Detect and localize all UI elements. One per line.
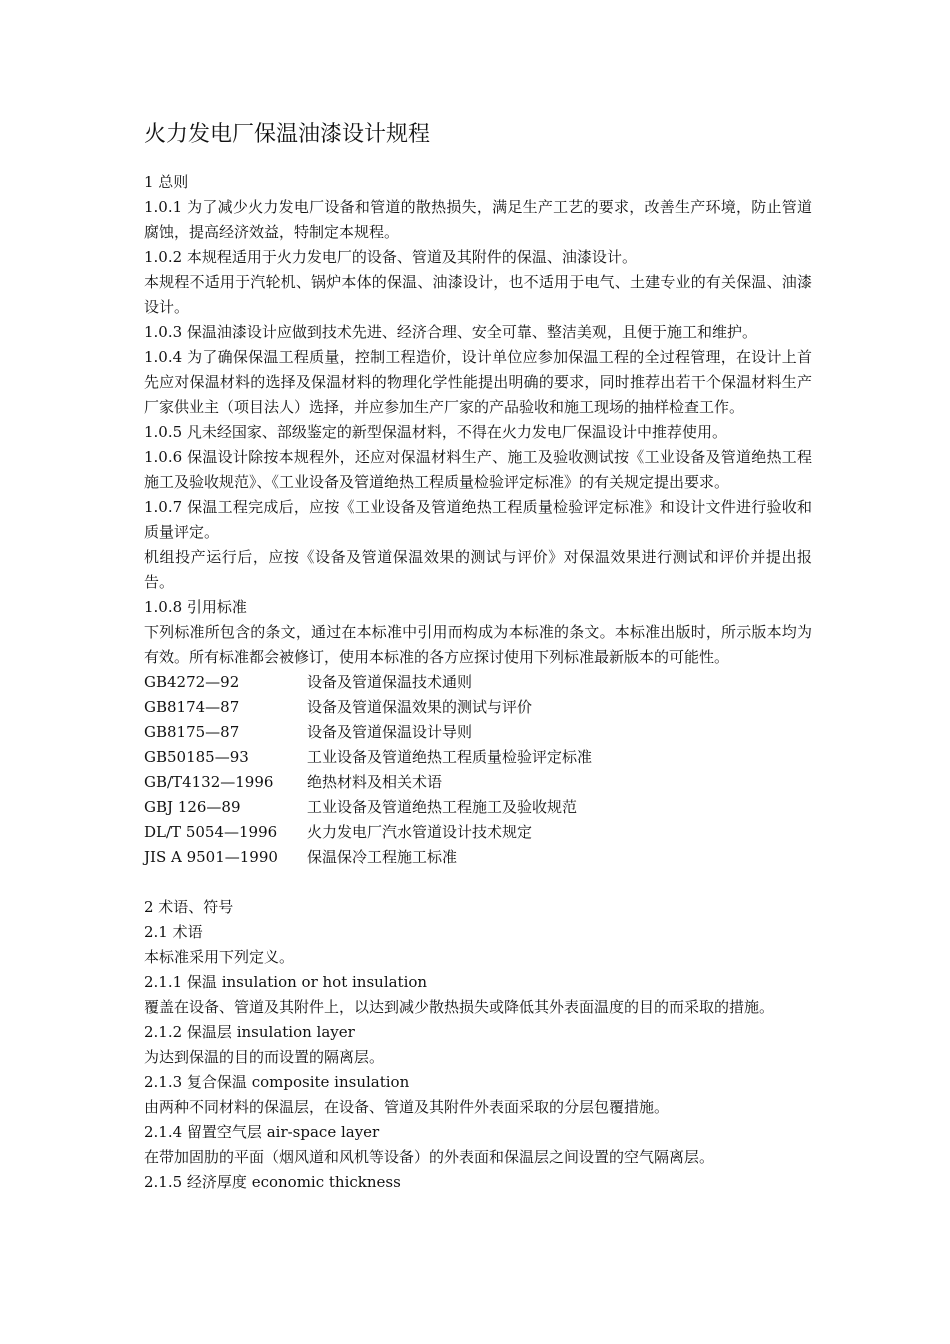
definition-2-1-2: 为达到保温的目的而设置的隔离层。	[144, 1048, 385, 1066]
clause-1-0-3: 1.0.3 保温油漆设计应做到技术先进、经济合理、安全可靠、整洁美观，且便于施工和维护。	[144, 323, 757, 341]
section-1-heading: 1 总则	[144, 173, 189, 191]
document-page	[144, 116, 812, 1195]
reference-code: GB50185—93	[144, 748, 249, 766]
reference-name: 设备及管道保温设计导则	[307, 723, 473, 741]
section-2	[144, 895, 812, 1195]
term-2-1-1: 2.1.1 保温 insulation or hot insulation	[144, 973, 428, 991]
reference-code: GB4272—92	[144, 673, 240, 691]
reference-code: DL/T 5054—1996	[144, 823, 278, 841]
reference-code: GB8174—87	[144, 698, 240, 716]
clause-1-0-1: 1.0.1 为了减少火力发电厂设备和管道的散热损失，满足生产工艺的要求，改善生产环境，防止管道腐蚀，提高经济效益，特制定本规程。	[144, 198, 812, 241]
reference-list	[144, 670, 812, 870]
definition-2-1-4: 在带加固肋的平面（烟风道和风机等设备）的外表面和保温层之间设置的空气隔离层。	[144, 1148, 715, 1166]
clause-1-0-2: 1.0.2 本规程适用于火力发电厂的设备、管道及其附件的保温、油漆设计。	[144, 248, 637, 266]
clause-1-0-6: 1.0.6 保温设计除按本规程外，还应对保温材料生产、施工及验收测试按《工业设备及管道绝热工程施工及验收规范》、《工业设备及管道绝热工程质量检验评定标准》的有关规定提出要求。	[144, 448, 812, 491]
clause-1-0-7-note: 机组投产运行后，应按《设备及管道保温效果的测试与评价》对保温效果进行测试和评价并提出报告。	[144, 548, 812, 591]
reference-item	[144, 745, 812, 770]
reference-item	[144, 845, 812, 870]
clause-1-0-4: 1.0.4 为了确保保温工程质量，控制工程造价，设计单位应参加保温工程的全过程管理，在设计上首先应对保温材料的选择及保温材料的物理化学性能提出明确的要求，同时推荐出若干个保温材料生产厂家供业主（项目法人）选择，并应参加生产厂家的产品验收和施工现场的抽样检查工作。	[144, 348, 812, 416]
clause-1-0-8: 1.0.8 引用标准	[144, 598, 247, 616]
document-title: 火力发电厂保温油漆设计规程	[144, 122, 431, 147]
clause-1-0-7: 1.0.7 保温工程完成后，应按《工业设备及管道绝热工程质量检验评定标准》和设计文件进行验收和质量评定。	[144, 498, 812, 541]
reference-code: GB/T4132—1996	[144, 773, 274, 791]
clause-1-0-8-text: 下列标准所包含的条文，通过在本标准中引用而构成为本标准的条文。本标准出版时，所示版本均为有效。所有标准都会被修订，使用本标准的各方应探讨使用下列标准最新版本的可能性。	[144, 623, 812, 666]
subsection-2-1-heading: 2.1 术语	[144, 923, 203, 941]
reference-name: 绝热材料及相关术语	[307, 773, 443, 791]
reference-code: JIS A 9501—1990	[144, 848, 278, 866]
reference-name: 火力发电厂汽水管道设计技术规定	[307, 823, 533, 841]
term-2-1-5: 2.1.5 经济厚度 economic thickness	[144, 1173, 401, 1191]
clause-1-0-5: 1.0.5 凡未经国家、部级鉴定的新型保温材料，不得在火力发电厂保温设计中推荐使用。	[144, 423, 727, 441]
reference-item	[144, 695, 812, 720]
reference-name: 设备及管道保温效果的测试与评价	[307, 698, 533, 716]
reference-name: 工业设备及管道绝热工程施工及验收规范	[307, 798, 578, 816]
term-2-1-2: 2.1.2 保温层 insulation layer	[144, 1023, 355, 1041]
definitions-intro: 本标准采用下列定义。	[144, 948, 295, 966]
reference-name: 保温保冷工程施工标准	[307, 848, 458, 866]
reference-name: 设备及管道保温技术通则	[307, 673, 473, 691]
reference-code: GB8175—87	[144, 723, 240, 741]
definition-2-1-1: 覆盖在设备、管道及其附件上，以达到减少散热损失或降低其外表面温度的目的而采取的措施。	[144, 998, 775, 1016]
reference-item	[144, 795, 812, 820]
reference-item	[144, 820, 812, 845]
clause-1-0-2-note: 本规程不适用于汽轮机、锅炉本体的保温、油漆设计，也不适用于电气、土建专业的有关保温、油漆设计。	[144, 273, 812, 316]
term-2-1-4: 2.1.4 留置空气层 air-space layer	[144, 1123, 380, 1141]
reference-name: 工业设备及管道绝热工程质量检验评定标准	[307, 748, 593, 766]
section-spacer	[144, 870, 812, 895]
reference-code: GBJ 126—89	[144, 798, 241, 816]
definition-2-1-3: 由两种不同材料的保温层，在设备、管道及其附件外表面采取的分层包覆措施。	[144, 1098, 670, 1116]
reference-item	[144, 670, 812, 695]
reference-item	[144, 720, 812, 745]
reference-item	[144, 770, 812, 795]
section-1	[144, 170, 812, 870]
section-2-heading: 2 术语、符号	[144, 898, 234, 916]
term-2-1-3: 2.1.3 复合保温 composite insulation	[144, 1073, 410, 1091]
